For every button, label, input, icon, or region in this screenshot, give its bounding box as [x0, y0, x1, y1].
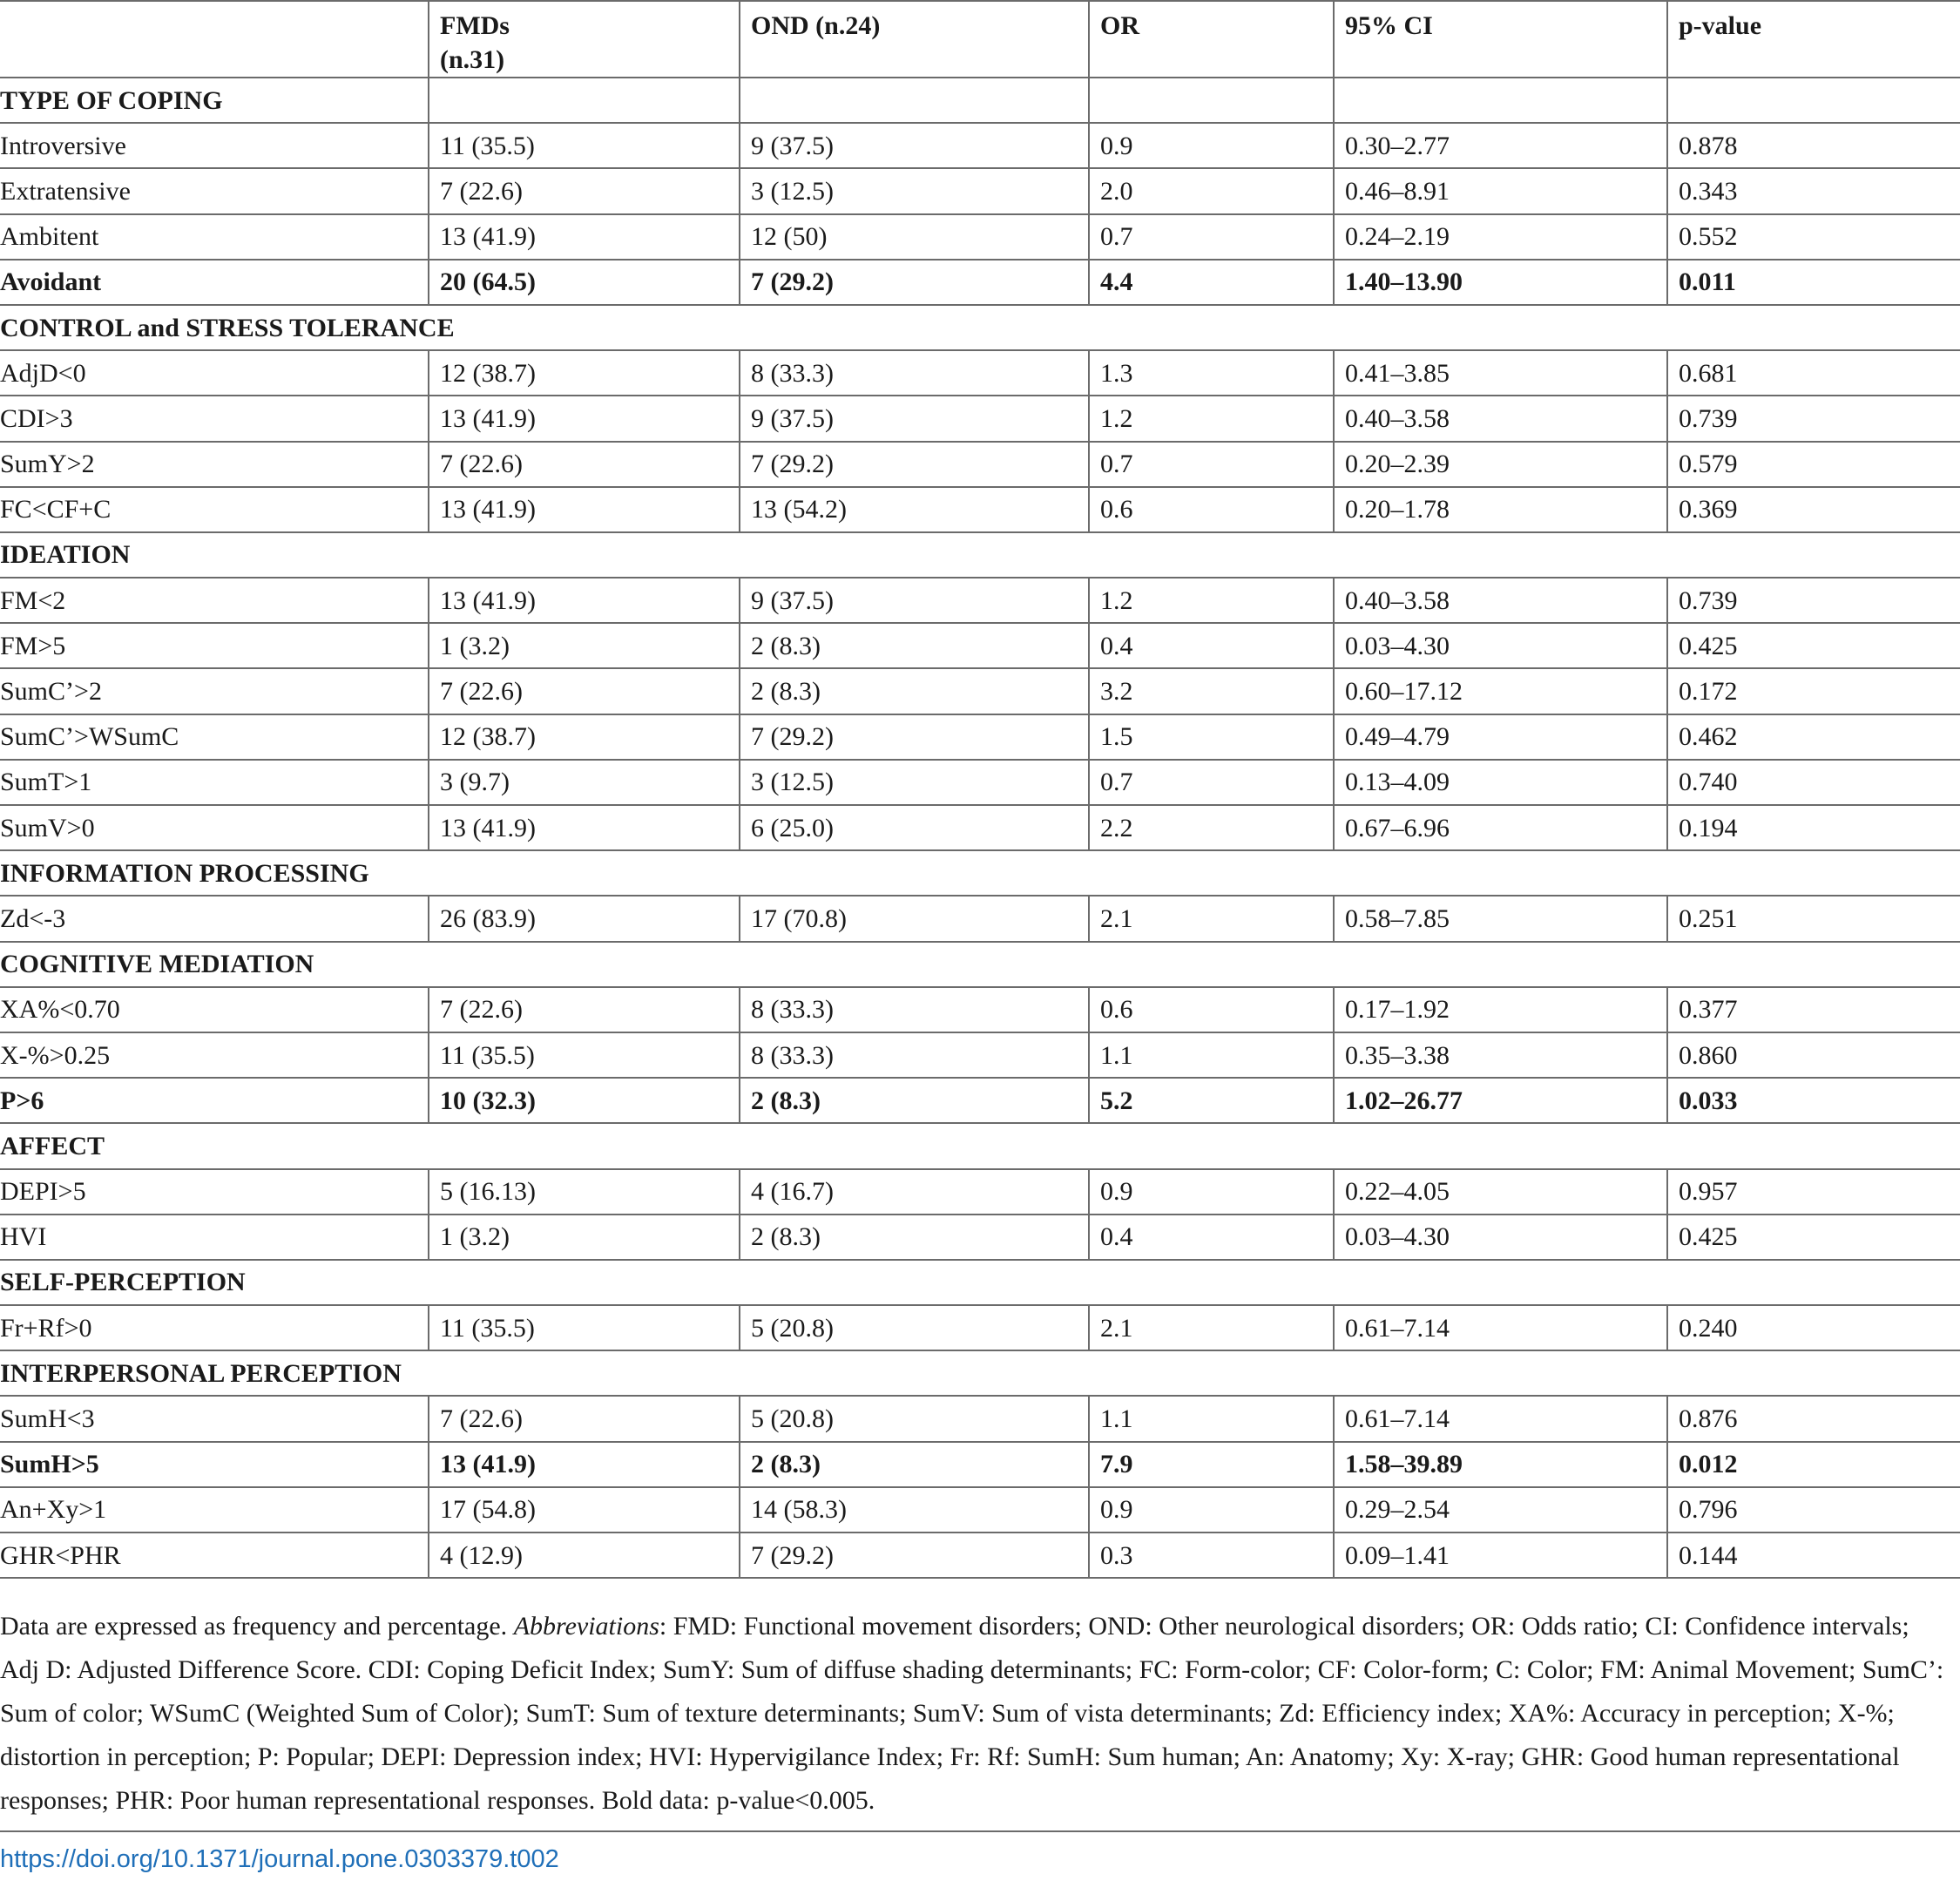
cell-ci: 0.20–1.78	[1334, 487, 1667, 532]
cell-or: 0.4	[1089, 1215, 1334, 1260]
cell-p-value: 0.878	[1667, 123, 1960, 168]
empty-cell	[1089, 78, 1334, 123]
cell-p-value: 0.194	[1667, 805, 1960, 850]
cell-ond: 2 (8.3)	[740, 1078, 1089, 1123]
row-label: XA%<0.70	[0, 987, 429, 1032]
table-row	[0, 987, 1960, 1032]
cell-fmds: 10 (32.3)	[429, 1078, 740, 1123]
cell-fmds: 13 (41.9)	[429, 487, 740, 532]
cell-ond: 12 (50)	[740, 214, 1089, 260]
cell-or: 0.7	[1089, 442, 1334, 487]
cell-or: 2.0	[1089, 168, 1334, 213]
cell-ci: 0.35–3.38	[1334, 1032, 1667, 1078]
cell-or: 2.1	[1089, 896, 1334, 941]
section-title: AFFECT	[0, 1123, 1960, 1168]
section-header-row	[0, 850, 1960, 896]
header-row	[0, 1, 1960, 78]
cell-p-value: 0.462	[1667, 714, 1960, 760]
table-row	[0, 260, 1960, 305]
cell-ci: 0.30–2.77	[1334, 123, 1667, 168]
table-row	[0, 1078, 1960, 1123]
header-ond	[740, 1, 1089, 78]
cell-ond: 5 (20.8)	[740, 1305, 1089, 1350]
table-row	[0, 1442, 1960, 1487]
header-or	[1089, 1, 1334, 78]
cell-or: 0.7	[1089, 214, 1334, 260]
cell-fmds: 13 (41.9)	[429, 214, 740, 260]
cell-p-value: 0.957	[1667, 1169, 1960, 1215]
cell-fmds: 5 (16.13)	[429, 1169, 740, 1215]
cell-p-value: 0.740	[1667, 760, 1960, 805]
row-label: SumH>5	[0, 1442, 429, 1487]
cell-ond: 9 (37.5)	[740, 578, 1089, 623]
cell-ci: 0.67–6.96	[1334, 805, 1667, 850]
cell-p-value: 0.240	[1667, 1305, 1960, 1350]
cell-or: 7.9	[1089, 1442, 1334, 1487]
header-line: p-value	[1679, 11, 1762, 40]
cell-fmds: 4 (12.9)	[429, 1533, 740, 1578]
cell-ond: 8 (33.3)	[740, 987, 1089, 1032]
cell-or: 1.1	[1089, 1396, 1334, 1441]
section-header-row	[0, 942, 1960, 987]
header-line: OR	[1100, 11, 1139, 40]
table-row	[0, 896, 1960, 941]
cell-fmds: 17 (54.8)	[429, 1487, 740, 1533]
footnote-lead: Data are expressed as frequency and percentage.	[0, 1612, 514, 1641]
cell-p-value: 0.343	[1667, 168, 1960, 213]
cell-fmds: 13 (41.9)	[429, 1442, 740, 1487]
row-label: SumV>0	[0, 805, 429, 850]
row-label: FM<2	[0, 578, 429, 623]
cell-p-value: 0.425	[1667, 1215, 1960, 1260]
table-row	[0, 1169, 1960, 1215]
cell-or: 1.2	[1089, 578, 1334, 623]
empty-cell	[740, 78, 1089, 123]
table-row	[0, 623, 1960, 668]
table-row	[0, 578, 1960, 623]
cell-ond: 2 (8.3)	[740, 623, 1089, 668]
cell-ci: 0.09–1.41	[1334, 1533, 1667, 1578]
table-row	[0, 442, 1960, 487]
cell-ond: 3 (12.5)	[740, 760, 1089, 805]
cell-p-value: 0.739	[1667, 578, 1960, 623]
cell-ond: 2 (8.3)	[740, 668, 1089, 714]
cell-ci: 0.61–7.14	[1334, 1305, 1667, 1350]
table-row	[0, 1215, 1960, 1260]
cell-fmds: 7 (22.6)	[429, 1396, 740, 1441]
table-row	[0, 714, 1960, 760]
footnote-body: : FMD: Functional movement disorders; OND: Other neurological disorders; OR: Odds ratio; CI: Confidence intervals; Adj D: Adjusted Difference Score. CDI: Coping Deficit Index; SumY: Sum of diffuse shading determinants; FC: Form-color; CF: Color-form; C: Color; FM: Animal Movement; SumC’: Sum of color; WSumC (Weighted Sum of Color); SumT: Sum of texture determinants; SumV: Sum of vista determinants; Zd: Efficiency index; XA%: Accuracy in perception; X-%; distortion in perception; P: Popular; DEPI: Depression index; HVI: Hypervigilance Index; Fr: Rf: SumH: Sum human; An: Anatomy; Xy: X-ray; GHR: Good human representational responses; PHR: Poor human representational responses. Bold data: p-value<0.005.	[0, 1612, 1944, 1815]
cell-p-value: 0.011	[1667, 260, 1960, 305]
cell-ci: 0.20–2.39	[1334, 442, 1667, 487]
cell-or: 0.4	[1089, 623, 1334, 668]
cell-fmds: 12 (38.7)	[429, 350, 740, 396]
cell-ci: 0.58–7.85	[1334, 896, 1667, 941]
cell-p-value: 0.172	[1667, 668, 1960, 714]
table-row	[0, 123, 1960, 168]
table-row	[0, 487, 1960, 532]
table-row	[0, 760, 1960, 805]
cell-fmds: 20 (64.5)	[429, 260, 740, 305]
cell-ci: 0.40–3.58	[1334, 578, 1667, 623]
header-line: FMDs	[440, 11, 510, 40]
section-title: INFORMATION PROCESSING	[0, 850, 1960, 896]
table-row	[0, 1487, 1960, 1533]
header-line: OND (n.24)	[751, 11, 881, 40]
cell-ond: 7 (29.2)	[740, 260, 1089, 305]
section-header-row	[0, 78, 1960, 123]
section-header-row	[0, 1350, 1960, 1396]
section-title: IDEATION	[0, 532, 1960, 578]
empty-cell	[429, 78, 740, 123]
row-label: FM>5	[0, 623, 429, 668]
table-header	[0, 1, 1960, 78]
cell-ond: 3 (12.5)	[740, 168, 1089, 213]
row-label: Zd<-3	[0, 896, 429, 941]
cell-ci: 0.61–7.14	[1334, 1396, 1667, 1441]
cell-fmds: 7 (22.6)	[429, 442, 740, 487]
cell-or: 0.7	[1089, 760, 1334, 805]
table-row	[0, 1032, 1960, 1078]
cell-ci: 0.46–8.91	[1334, 168, 1667, 213]
table-row	[0, 1533, 1960, 1578]
table-footnote	[0, 1605, 1951, 1823]
cell-fmds: 12 (38.7)	[429, 714, 740, 760]
cell-p-value: 0.012	[1667, 1442, 1960, 1487]
cell-ond: 8 (33.3)	[740, 1032, 1089, 1078]
cell-p-value: 0.796	[1667, 1487, 1960, 1533]
cell-or: 1.3	[1089, 350, 1334, 396]
cell-fmds: 11 (35.5)	[429, 123, 740, 168]
cell-ci: 0.03–4.30	[1334, 623, 1667, 668]
row-label: Introversive	[0, 123, 429, 168]
cell-or: 0.6	[1089, 987, 1334, 1032]
cell-ond: 7 (29.2)	[740, 442, 1089, 487]
cell-fmds: 11 (35.5)	[429, 1305, 740, 1350]
cell-ci: 0.40–3.58	[1334, 396, 1667, 441]
cell-ci: 0.29–2.54	[1334, 1487, 1667, 1533]
cell-fmds: 11 (35.5)	[429, 1032, 740, 1078]
cell-ond: 9 (37.5)	[740, 123, 1089, 168]
cell-fmds: 26 (83.9)	[429, 896, 740, 941]
cell-ond: 4 (16.7)	[740, 1169, 1089, 1215]
cell-fmds: 1 (3.2)	[429, 623, 740, 668]
cell-or: 1.5	[1089, 714, 1334, 760]
section-header-row	[0, 532, 1960, 578]
cell-ci: 1.02–26.77	[1334, 1078, 1667, 1123]
cell-ond: 9 (37.5)	[740, 396, 1089, 441]
cell-p-value: 0.876	[1667, 1396, 1960, 1441]
row-label: DEPI>5	[0, 1169, 429, 1215]
cell-or: 4.4	[1089, 260, 1334, 305]
cell-or: 2.2	[1089, 805, 1334, 850]
row-label: AdjD<0	[0, 350, 429, 396]
cell-p-value: 0.739	[1667, 396, 1960, 441]
cell-p-value: 0.377	[1667, 987, 1960, 1032]
cell-fmds: 7 (22.6)	[429, 168, 740, 213]
row-label: Avoidant	[0, 260, 429, 305]
cell-fmds: 1 (3.2)	[429, 1215, 740, 1260]
cell-or: 0.3	[1089, 1533, 1334, 1578]
cell-ci: 0.03–4.30	[1334, 1215, 1667, 1260]
empty-cell	[1667, 78, 1960, 123]
row-label: SumT>1	[0, 760, 429, 805]
cell-or: 0.9	[1089, 123, 1334, 168]
cell-ci: 0.22–4.05	[1334, 1169, 1667, 1215]
cell-or: 1.2	[1089, 396, 1334, 441]
cell-or: 3.2	[1089, 668, 1334, 714]
row-label: SumH<3	[0, 1396, 429, 1441]
cell-ci: 1.40–13.90	[1334, 260, 1667, 305]
row-label: Fr+Rf>0	[0, 1305, 429, 1350]
cell-or: 0.9	[1089, 1487, 1334, 1533]
cell-p-value: 0.681	[1667, 350, 1960, 396]
row-label: Ambitent	[0, 214, 429, 260]
cell-fmds: 13 (41.9)	[429, 396, 740, 441]
cell-p-value: 0.579	[1667, 442, 1960, 487]
cell-fmds: 7 (22.6)	[429, 668, 740, 714]
cell-p-value: 0.033	[1667, 1078, 1960, 1123]
row-label: HVI	[0, 1215, 429, 1260]
cell-ond: 14 (58.3)	[740, 1487, 1089, 1533]
row-label: An+Xy>1	[0, 1487, 429, 1533]
cell-fmds: 13 (41.9)	[429, 805, 740, 850]
header-p-value	[1667, 1, 1960, 78]
row-label: X-%>0.25	[0, 1032, 429, 1078]
row-label: P>6	[0, 1078, 429, 1123]
section-title: TYPE OF COPING	[0, 78, 429, 123]
cell-or: 2.1	[1089, 1305, 1334, 1350]
cell-or: 0.9	[1089, 1169, 1334, 1215]
cell-fmds: 13 (41.9)	[429, 578, 740, 623]
header-ci	[1334, 1, 1667, 78]
cell-fmds: 7 (22.6)	[429, 987, 740, 1032]
section-title: INTERPERSONAL PERCEPTION	[0, 1350, 1960, 1396]
empty-cell	[1334, 78, 1667, 123]
table-row	[0, 1305, 1960, 1350]
table-row	[0, 168, 1960, 213]
cell-ci: 0.60–17.12	[1334, 668, 1667, 714]
section-title: COGNITIVE MEDIATION	[0, 942, 1960, 987]
cell-ci: 0.17–1.92	[1334, 987, 1667, 1032]
table-row	[0, 805, 1960, 850]
cell-p-value: 0.860	[1667, 1032, 1960, 1078]
row-label: SumY>2	[0, 442, 429, 487]
row-label: SumC’>WSumC	[0, 714, 429, 760]
table-row	[0, 396, 1960, 441]
header-fmds	[429, 1, 740, 78]
cell-ond: 13 (54.2)	[740, 487, 1089, 532]
table-row	[0, 1396, 1960, 1441]
table-body	[0, 78, 1960, 1578]
row-label: FC<CF+C	[0, 487, 429, 532]
table-row	[0, 668, 1960, 714]
section-header-row	[0, 1123, 1960, 1168]
cell-p-value: 0.552	[1667, 214, 1960, 260]
cell-p-value: 0.144	[1667, 1533, 1960, 1578]
cell-ci: 0.24–2.19	[1334, 214, 1667, 260]
cell-ci: 0.13–4.09	[1334, 760, 1667, 805]
cell-ond: 6 (25.0)	[740, 805, 1089, 850]
cell-ond: 5 (20.8)	[740, 1396, 1089, 1441]
cell-ci: 0.49–4.79	[1334, 714, 1667, 760]
cell-or: 5.2	[1089, 1078, 1334, 1123]
cell-ond: 7 (29.2)	[740, 714, 1089, 760]
table-row	[0, 350, 1960, 396]
row-label: Extratensive	[0, 168, 429, 213]
cell-ond: 7 (29.2)	[740, 1533, 1089, 1578]
header-line: (n.31)	[440, 45, 505, 74]
section-title: SELF-PERCEPTION	[0, 1260, 1960, 1305]
header-line: 95% CI	[1345, 11, 1433, 40]
row-label: GHR<PHR	[0, 1533, 429, 1578]
section-title: CONTROL and STRESS TOLERANCE	[0, 305, 1960, 350]
cell-ond: 8 (33.3)	[740, 350, 1089, 396]
row-label: CDI>3	[0, 396, 429, 441]
table-row	[0, 214, 1960, 260]
doi-link[interactable]: https://doi.org/10.1371/journal.pone.0303379.t002	[0, 1845, 559, 1873]
cell-ond: 2 (8.3)	[740, 1442, 1089, 1487]
cell-p-value: 0.425	[1667, 623, 1960, 668]
footnote-abbreviations-label: Abbreviations	[513, 1612, 659, 1641]
cell-fmds: 3 (9.7)	[429, 760, 740, 805]
section-header-row	[0, 305, 1960, 350]
cell-ond: 17 (70.8)	[740, 896, 1089, 941]
section-header-row	[0, 1260, 1960, 1305]
cell-or: 0.6	[1089, 487, 1334, 532]
cell-ci: 1.58–39.89	[1334, 1442, 1667, 1487]
cell-p-value: 0.369	[1667, 487, 1960, 532]
bottom-rule	[0, 1830, 1960, 1832]
cell-ond: 2 (8.3)	[740, 1215, 1089, 1260]
cell-or: 1.1	[1089, 1032, 1334, 1078]
cell-p-value: 0.251	[1667, 896, 1960, 941]
cell-ci: 0.41–3.85	[1334, 350, 1667, 396]
header-blank	[0, 1, 429, 78]
row-label: SumC’>2	[0, 668, 429, 714]
